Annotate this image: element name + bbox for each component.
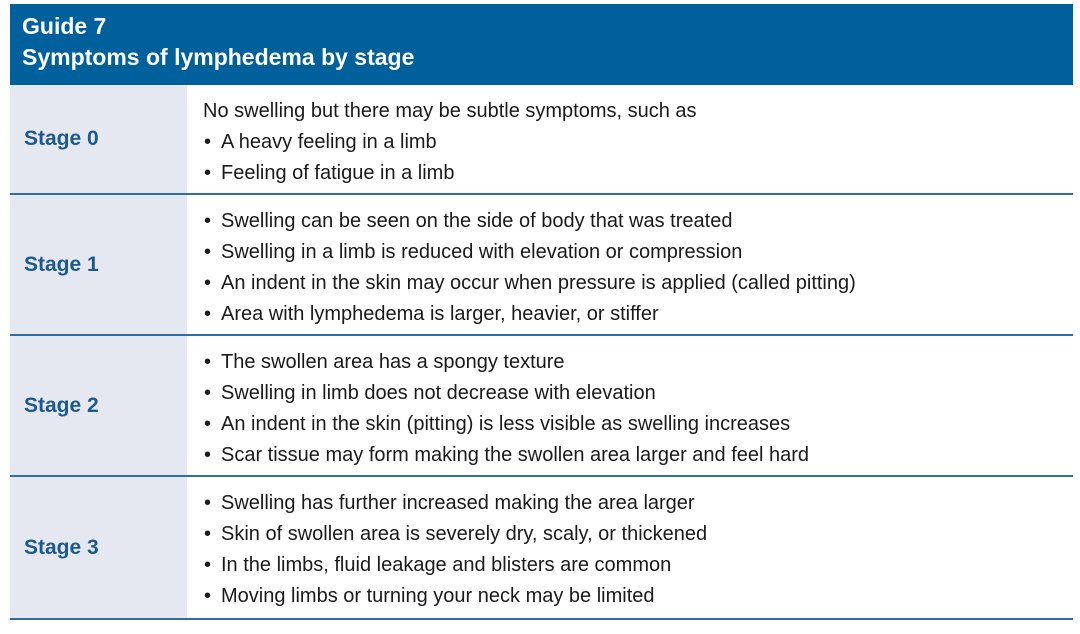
symptom-item: • Swelling in a limb is reduced with elevation or compression <box>203 237 1073 268</box>
stage-intro: No swelling but there may be subtle symptoms, such as <box>203 100 697 122</box>
stage-row-1 <box>10 195 1073 336</box>
guide-title: Guide 7 <box>22 13 107 39</box>
symptom-item: • The swollen area has a spongy texture <box>203 347 1073 378</box>
guide-header <box>10 4 1073 85</box>
stage-label: Stage 0 <box>10 85 187 193</box>
stage-symptoms <box>187 195 1073 334</box>
symptom-item: • Area with lymphedema is larger, heavier, or stiffer <box>203 299 1073 330</box>
guide-table <box>10 4 1073 620</box>
stage-row-2 <box>10 336 1073 477</box>
stage-label: Stage 2 <box>10 336 187 475</box>
symptom-list <box>203 206 1073 330</box>
stage-row-3 <box>10 477 1073 620</box>
symptom-list <box>203 488 1073 612</box>
stage-label: Stage 3 <box>10 477 187 618</box>
symptom-item: • A heavy feeling in a limb <box>203 127 1073 158</box>
stage-label: Stage 1 <box>10 195 187 334</box>
symptom-item: • An indent in the skin (pitting) is less visible as swelling increases <box>203 409 1073 440</box>
stage-symptoms <box>187 85 1073 193</box>
symptom-item: • Swelling can be seen on the side of body that was treated <box>203 206 1073 237</box>
symptom-item: • Swelling in limb does not decrease with elevation <box>203 378 1073 409</box>
stage-row-0 <box>10 85 1073 195</box>
guide-subtitle: Symptoms of lymphedema by stage <box>22 44 415 70</box>
symptom-list <box>203 127 1073 189</box>
symptom-item: • An indent in the skin may occur when pressure is applied (called pitting) <box>203 268 1073 299</box>
symptom-item: • Skin of swollen area is severely dry, scaly, or thickened <box>203 519 1073 550</box>
symptom-item: • Moving limbs or turning your neck may be limited <box>203 581 1073 612</box>
symptom-list <box>203 347 1073 471</box>
symptom-item: • Swelling has further increased making the area larger <box>203 488 1073 519</box>
stage-symptoms <box>187 336 1073 475</box>
symptom-item: • In the limbs, fluid leakage and blisters are common <box>203 550 1073 581</box>
symptom-item: • Scar tissue may form making the swollen area larger and feel hard <box>203 440 1073 471</box>
symptom-item: • Feeling of fatigue in a limb <box>203 158 1073 189</box>
stage-symptoms <box>187 477 1073 618</box>
